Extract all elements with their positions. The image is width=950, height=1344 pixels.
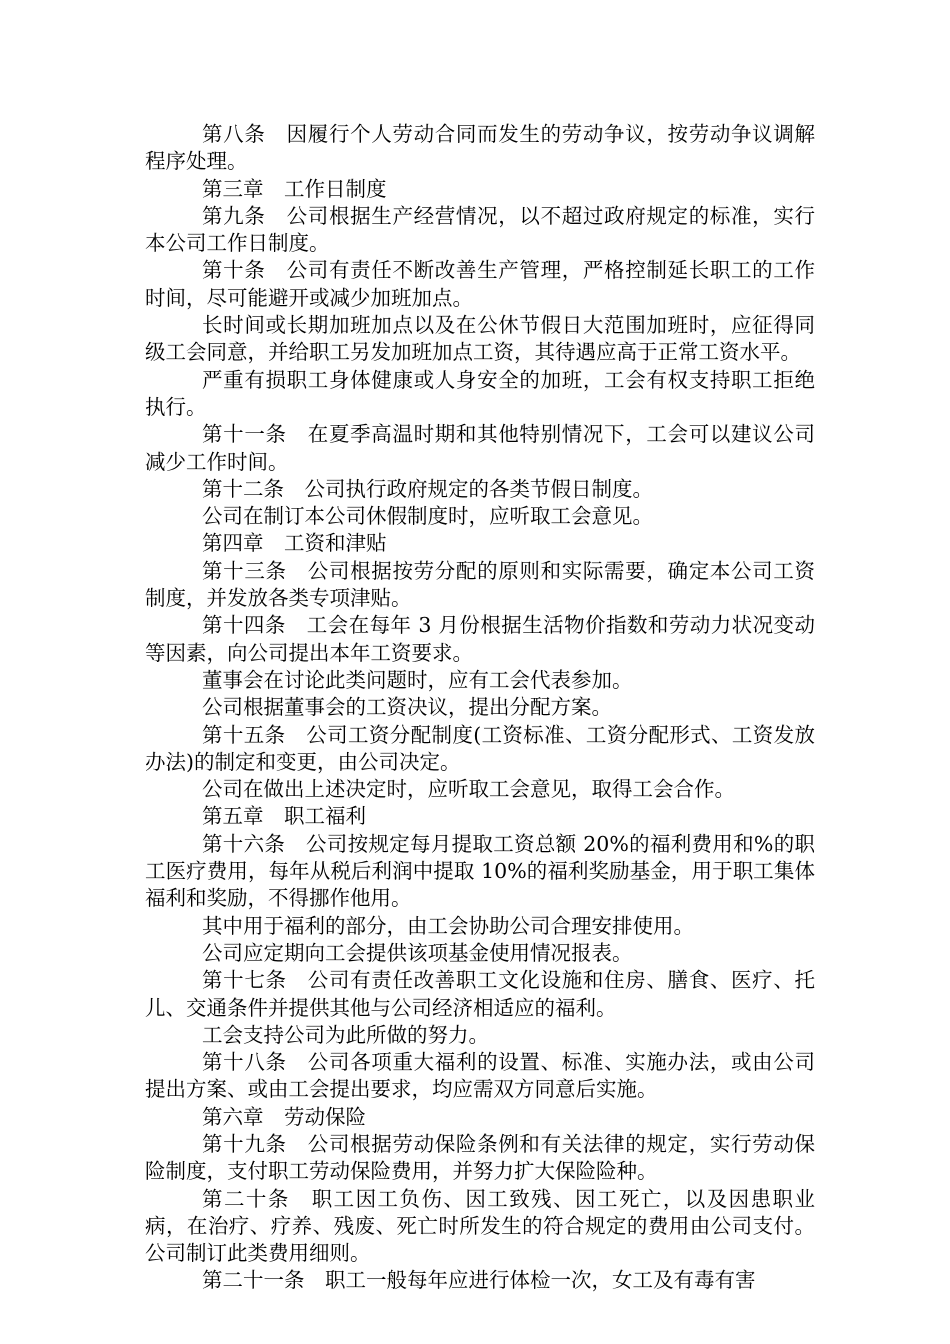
article-21: 第二十一条 职工一般每年应进行体检一次，女工及有毒有害 — [202, 1268, 756, 1293]
chapter-4-heading: 第四章 工资和津贴 — [202, 531, 387, 556]
article-17: 第十七条 公司有责任改善职工文化设施和住房、膳食、医疗、托儿、交通条件并提供其他与公司经济相适应的福利。 — [145, 968, 815, 1020]
document-body — [145, 121, 815, 1295]
article-15: 第十五条 公司工资分配制度(工资标准、工资分配形式、工资发放办法)的制定和变更，由公司决定。 — [145, 722, 815, 774]
article-13: 第十三条 公司根据按劳分配的原则和实际需要，确定本公司工资制度，并发放各类专项津贴。 — [145, 558, 815, 611]
article-16: 第十六条 公司按规定每月提取工资总额 20%的福利费用和%的职工医疗费用，每年从税后利润中提取 10%的福利奖励基金，用于职工集体福利和奖励，不得挪作他用。 — [145, 831, 815, 911]
article-10: 第十条 公司有责任不断改善生产管理，严格控制延长职工的工作时间，尽可能避开或减少加班加点。 — [145, 258, 815, 310]
article-8: 第八条 因履行个人劳动合同而发生的劳动争议，按劳动争议调解程序处理。 — [145, 122, 815, 174]
article-18: 第十八条 公司各项重大福利的设置、标准、实施办法，或由公司提出方案、或由工会提出要求，均应需双方同意后实施。 — [145, 1050, 815, 1102]
chapter-3-heading: 第三章 工作日制度 — [202, 176, 387, 201]
article-11: 第十一条 在夏季高温时期和其他特别情况下，工会可以建议公司减少工作时间。 — [145, 422, 815, 474]
paragraph-refuse-overtime: 严重有损职工身体健康或人身安全的加班，工会有权支持职工拒绝执行。 — [145, 367, 815, 419]
article-12: 第十二条 公司执行政府规定的各类节假日制度。 — [202, 476, 653, 501]
chapter-5-heading: 第五章 职工福利 — [202, 804, 366, 829]
article-19: 第十九条 公司根据劳动保险条例和有关法律的规定，实行劳动保险制度，支付职工劳动保险费用，并努力扩大保险险种。 — [145, 1131, 815, 1184]
paragraph-leave-policy: 公司在制订本公司休假制度时，应听取工会意见。 — [202, 504, 653, 529]
paragraph-board-discussion: 董事会在讨论此类问题时，应有工会代表参加。 — [202, 667, 633, 692]
article-9: 第九条 公司根据生产经营情况，以不超过政府规定的标准，实行本公司工作日制度。 — [145, 203, 815, 256]
paragraph-welfare-usage: 其中用于福利的部分，由工会协助公司合理安排使用。 — [202, 913, 694, 938]
article-20: 第二十条 职工因工负伤、因工致残、因工死亡，以及因患职业病，在治疗、疗养、残废、死亡时所发生的符合规定的费用由公司支付。公司制订此类费用细则。 — [145, 1186, 815, 1266]
paragraph-overtime: 长时间或长期加班加点以及在公休节假日大范围加班时，应征得同级工会同意，并给职工另发加班加点工资，其待遇应高于正常工资水平。 — [145, 313, 815, 365]
paragraph-fund-report: 公司应定期向工会提供该项基金使用情况报表。 — [202, 940, 633, 965]
chapter-6-heading: 第六章 劳动保险 — [202, 1104, 366, 1129]
paragraph-union-support: 工会支持公司为此所做的努力。 — [202, 1022, 489, 1047]
article-14: 第十四条 工会在每年 3 月份根据生活物价指数和劳动力状况变动等因素，向公司提出本年工资要求。 — [145, 613, 815, 665]
paragraph-union-cooperation: 公司在做出上述决定时，应听取工会意见，取得工会合作。 — [202, 777, 735, 802]
paragraph-distribution-plan: 公司根据董事会的工资决议，提出分配方案。 — [202, 695, 612, 720]
